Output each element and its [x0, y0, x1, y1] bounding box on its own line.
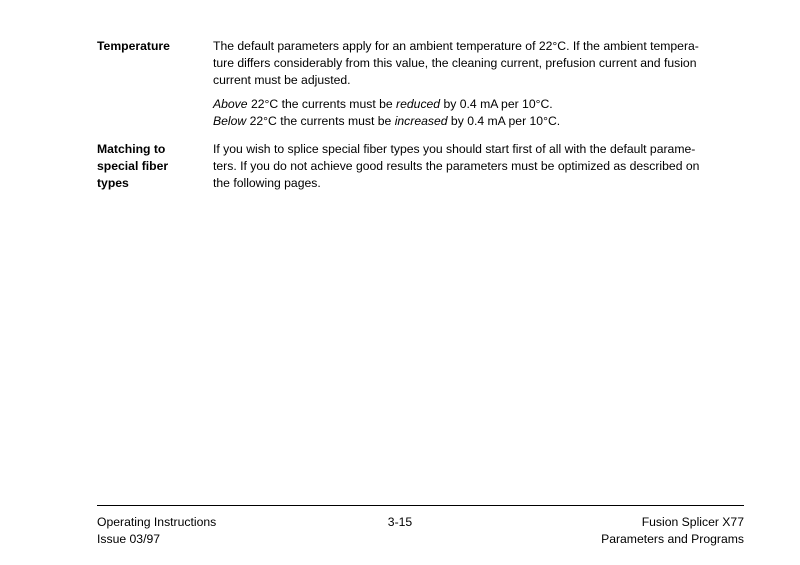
footer-chapter: Parameters and Programs — [601, 532, 744, 546]
text-run: 22°C the currents must be — [246, 114, 395, 128]
text-line — [213, 96, 749, 113]
footer-product: Fusion Splicer X77 — [641, 515, 744, 529]
text-line: current must be adjusted. — [213, 73, 351, 87]
emphasis: Above — [213, 97, 248, 111]
label-line: Temperature — [97, 39, 170, 53]
label-line: types — [97, 176, 129, 190]
text-line: ture differs considerably from this value, the cleaning current, prefusion current and fusion — [213, 56, 697, 70]
text-run: by 0.4 mA per 10°C. — [447, 114, 561, 128]
text-line: The default parameters apply for an ambient temperature of 22°C. If the ambient tempera- — [213, 39, 699, 53]
emphasis: reduced — [396, 97, 441, 111]
footer-left — [97, 514, 216, 548]
footer-page-number — [380, 514, 420, 531]
paragraph — [213, 141, 749, 192]
footer-issue: Issue 03/97 — [97, 532, 161, 546]
text-line: ters. If you do not achieve good results the parameters must be optimized as described on — [213, 159, 700, 173]
section-label — [97, 38, 202, 55]
text-line: If you wish to splice special fiber types you should start first of all with the default parame- — [213, 142, 696, 156]
footer-right — [601, 514, 744, 548]
paragraph — [213, 96, 749, 130]
text-run: 22°C the currents must be — [247, 97, 397, 111]
label-line: special fiber — [97, 159, 169, 173]
text-run: by 0.4 mA per 10°C. — [440, 97, 553, 111]
section-body — [213, 141, 749, 192]
footer-divider — [97, 505, 744, 506]
text-line: the following pages. — [213, 176, 321, 190]
page-number: 3-15 — [387, 515, 413, 529]
text-line — [213, 113, 749, 130]
emphasis: increased — [394, 114, 448, 128]
footer-document-title: Operating Instructions — [97, 515, 217, 529]
section-label — [97, 141, 202, 192]
emphasis: Below — [213, 114, 247, 128]
label-line: Matching to — [97, 142, 166, 156]
paragraph — [213, 38, 749, 89]
section-body — [213, 38, 749, 130]
